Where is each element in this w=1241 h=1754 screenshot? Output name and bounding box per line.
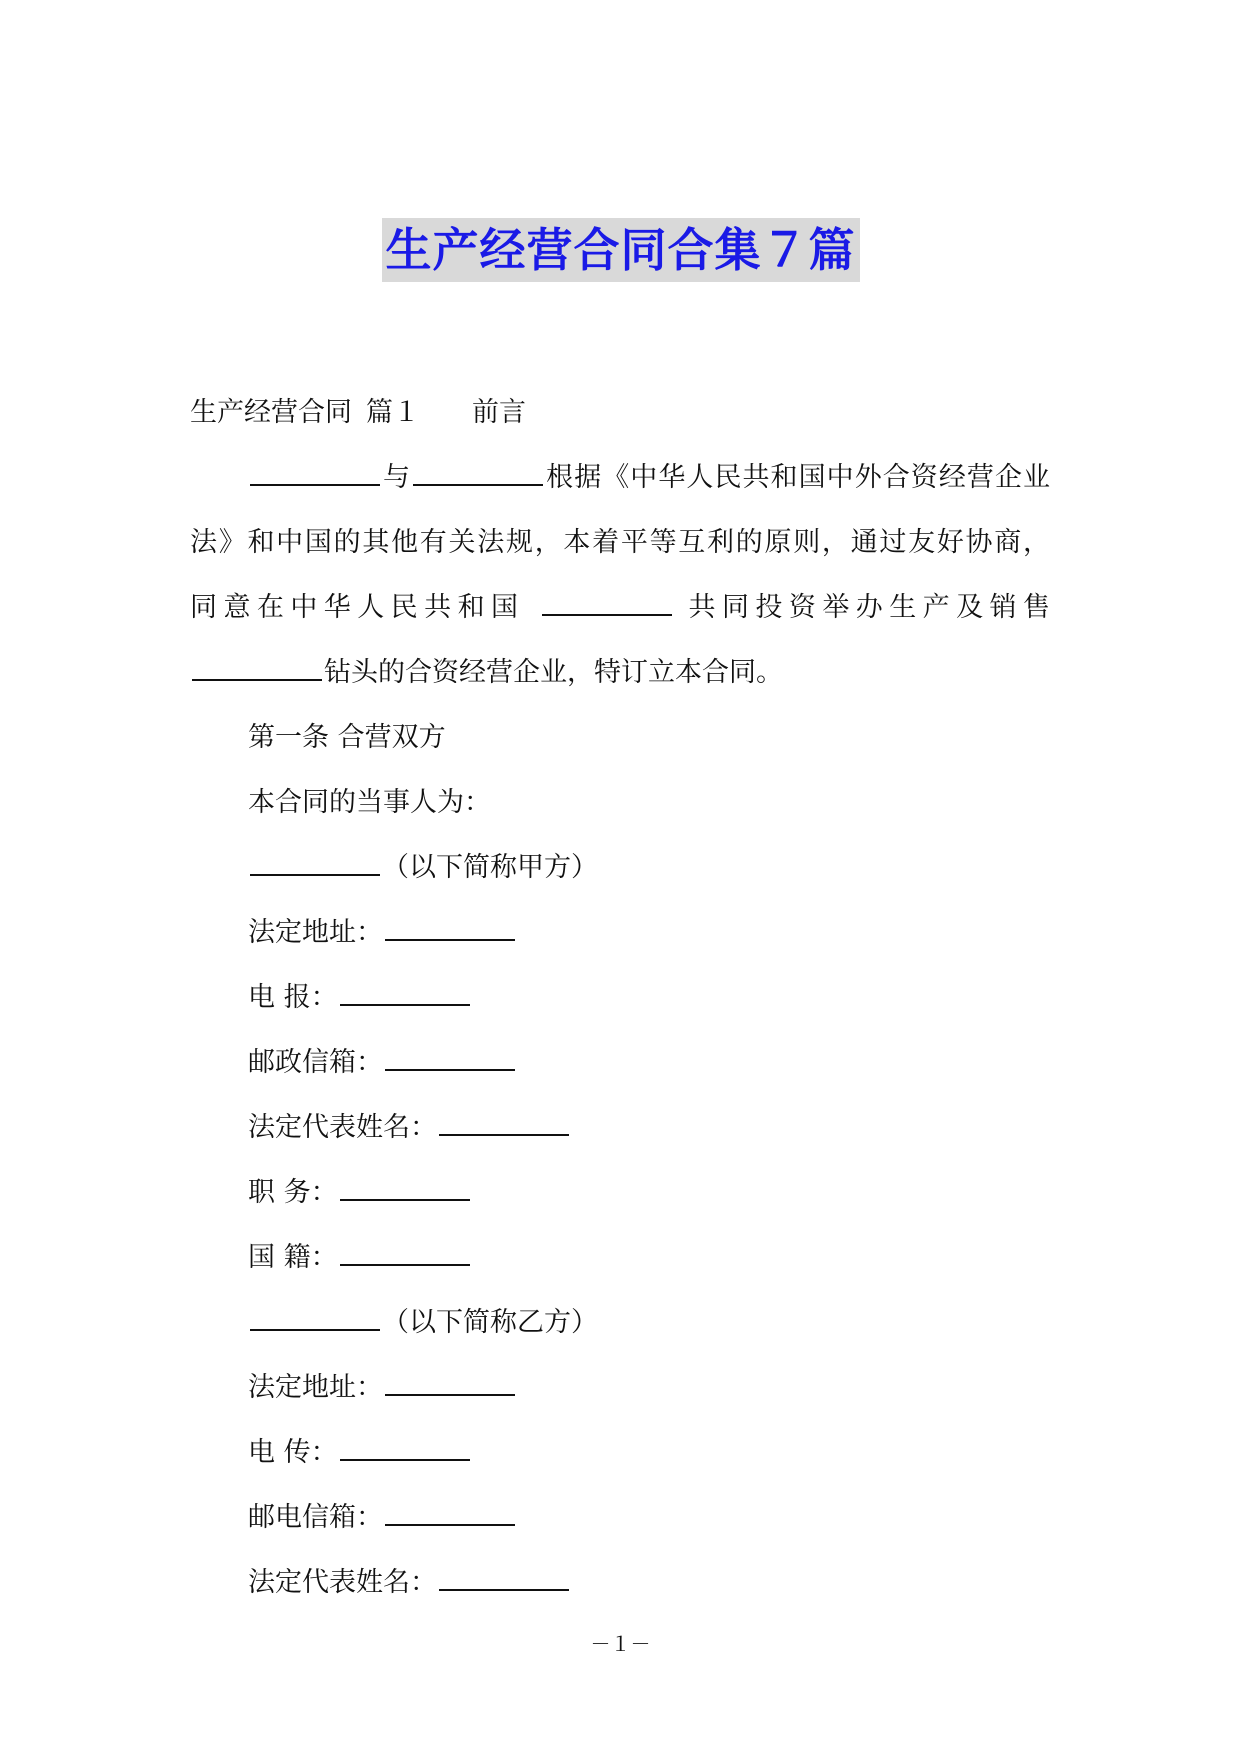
field-label: 邮电信箱： bbox=[248, 1502, 383, 1533]
heading-name: 生产经营合同 bbox=[190, 397, 352, 428]
party-a-rep-name bbox=[190, 1095, 1050, 1160]
party-a-telegraph bbox=[190, 965, 1050, 1030]
party-a-position bbox=[190, 1160, 1050, 1225]
page-number: －１－ bbox=[590, 1632, 651, 1656]
blank-field bbox=[250, 462, 380, 486]
party-b-rep-name bbox=[190, 1550, 1050, 1615]
parties-intro: 本合同的当事人为： bbox=[248, 787, 491, 818]
preamble-line-1 bbox=[190, 445, 1050, 510]
blank-field bbox=[542, 592, 672, 616]
preamble-line-3 bbox=[190, 575, 1050, 640]
blank-field bbox=[340, 1177, 470, 1201]
field-label: 职 务： bbox=[248, 1177, 338, 1208]
field-label: 邮政信箱： bbox=[248, 1047, 383, 1078]
heading-section: 前言 bbox=[472, 397, 526, 428]
field-label: 国 籍： bbox=[248, 1242, 338, 1273]
document-body bbox=[190, 380, 1050, 1615]
blank-field bbox=[385, 1372, 515, 1396]
field-label: 法定代表姓名： bbox=[248, 1567, 437, 1598]
blank-field bbox=[340, 982, 470, 1006]
blank-field bbox=[413, 462, 543, 486]
party-b-fax bbox=[190, 1420, 1050, 1485]
section-heading bbox=[190, 380, 1050, 445]
preamble-line-2: 法》和中国的其他有关法规，本着平等互利的原则，通过友好协商， bbox=[190, 527, 1050, 558]
blank-field bbox=[385, 917, 515, 941]
preamble-text: 与 bbox=[382, 462, 412, 493]
preamble-text: 同意在中华人民共和国 bbox=[190, 592, 525, 623]
heading-part: 篇１ bbox=[366, 397, 420, 428]
blank-field bbox=[340, 1437, 470, 1461]
blank-field bbox=[250, 852, 380, 876]
field-label: 法定地址： bbox=[248, 1372, 383, 1403]
blank-field bbox=[192, 657, 322, 681]
blank-field bbox=[439, 1567, 569, 1591]
party-b-label: （以下简称乙方） bbox=[382, 1307, 598, 1338]
blank-field bbox=[340, 1242, 470, 1266]
blank-field bbox=[250, 1307, 380, 1331]
title-wrapper bbox=[0, 218, 1241, 282]
field-label: 电 传： bbox=[248, 1437, 338, 1468]
field-label: 法定地址： bbox=[248, 917, 383, 948]
party-a-address bbox=[190, 900, 1050, 965]
article-1-heading: 第一条 合营双方 bbox=[248, 722, 446, 753]
preamble-line-4 bbox=[190, 640, 1050, 705]
party-a-line bbox=[190, 835, 1050, 900]
blank-field bbox=[439, 1112, 569, 1136]
field-label: 法定代表姓名： bbox=[248, 1112, 437, 1143]
party-a-nationality bbox=[190, 1225, 1050, 1290]
party-a-label: （以下简称甲方） bbox=[382, 852, 598, 883]
preamble-text: 根据《中华人民共和国中外合资经营企业 bbox=[545, 462, 1051, 493]
party-b-postbox bbox=[190, 1485, 1050, 1550]
blank-field bbox=[385, 1502, 515, 1526]
blank-field bbox=[385, 1047, 515, 1071]
preamble-text: 共同投资举办生产及销售 bbox=[688, 592, 1050, 623]
document-title: 生产经营合同合集７篇 bbox=[382, 218, 860, 282]
field-label: 电 报： bbox=[248, 982, 338, 1013]
preamble-text: 钻头的合资经营企业，特订立本合同。 bbox=[324, 657, 783, 688]
party-b-address bbox=[190, 1355, 1050, 1420]
party-b-line bbox=[190, 1290, 1050, 1355]
party-a-postbox bbox=[190, 1030, 1050, 1095]
